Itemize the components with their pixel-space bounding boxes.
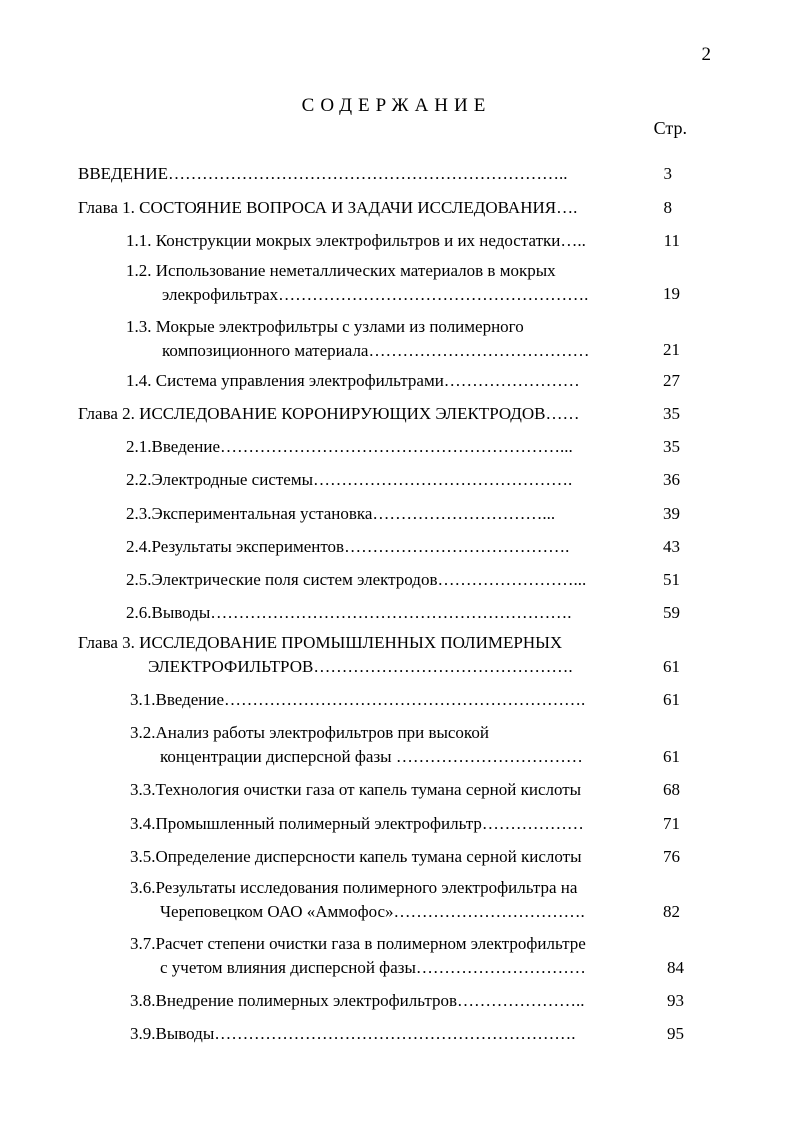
toc-entry-page: 71 <box>663 814 680 833</box>
toc-entry-text: 3.4.Промышленный полимерный электрофильтр……………… <box>130 814 584 833</box>
toc-entry-text: Глава 2. ИССЛЕДОВАНИЕ КОРОНИРУЮЩИХ ЭЛЕКТРОДОВ…… <box>78 404 580 423</box>
toc-entry-text: 3.8.Внедрение полимерных электрофильтров………………….. <box>130 991 585 1010</box>
toc-entry-page: 43 <box>663 537 680 556</box>
page-number: 2 <box>701 44 711 65</box>
toc-entry[interactable] <box>130 812 584 836</box>
toc-entry-page: 27 <box>663 371 680 390</box>
toc-entry-text: 2.6.Выводы………………………………………………………. <box>126 603 572 622</box>
toc-entry[interactable] <box>130 989 585 1013</box>
toc-entry-page: 8 <box>663 198 672 217</box>
toc-entry-text: 3.7.Расчет степени очистки газа в полимерном электрофильтре <box>130 934 586 953</box>
toc-entry-text-continued: композиционного материала………………………………… <box>162 341 590 360</box>
toc-entry[interactable] <box>78 402 580 426</box>
toc-entry[interactable] <box>130 876 585 924</box>
toc-entry-text: 1.2. Использование неметаллических материалов в мокрых <box>126 261 556 280</box>
toc-entry[interactable] <box>126 502 555 526</box>
toc-entry-text: 3.9.Выводы………………………………………………………. <box>130 1024 576 1043</box>
toc-entry-text: 3.1.Введение………………………………………………………. <box>130 690 586 709</box>
toc-entry-text: 1.4. Система управления электрофильтрами…………………… <box>126 371 580 390</box>
toc-entry[interactable] <box>130 845 582 869</box>
toc-entry-text: 1.3. Мокрые электрофильтры с узлами из полимерного <box>126 317 524 336</box>
toc-entry-page: 68 <box>663 780 680 799</box>
toc-entry-page: 61 <box>663 657 680 676</box>
toc-entry-page: 59 <box>663 603 680 622</box>
toc-entry-text: 3.6.Результаты исследования полимерного электрофильтра на <box>130 878 578 897</box>
toc-entry-page: 39 <box>663 504 680 523</box>
toc-entry[interactable] <box>130 688 585 712</box>
toc-entry[interactable] <box>130 778 581 802</box>
toc-entry-page: 61 <box>663 690 680 709</box>
toc-entry[interactable] <box>126 568 586 592</box>
toc-entry-text: Глава 3. ИССЛЕДОВАНИЕ ПРОМЫШЛЕННЫХ ПОЛИМЕРНЫХ <box>78 633 563 652</box>
page-column-label: Стр. <box>653 118 687 138</box>
toc-entry-page: 51 <box>663 570 680 589</box>
toc-entry[interactable] <box>130 1022 576 1046</box>
toc-entry[interactable] <box>126 535 569 559</box>
toc-entry-text-continued: ЭЛЕКТРОФИЛЬТРОВ………………………………………. <box>148 657 573 676</box>
toc-entry-text-continued: концентрации дисперсной фазы …………………………… <box>160 747 583 766</box>
toc-entry[interactable] <box>126 259 588 307</box>
toc-entry-page: 11 <box>663 231 680 250</box>
toc-entry[interactable] <box>126 601 572 625</box>
toc-entry-text-continued: элекрофильтрах………………………………………………. <box>162 285 589 304</box>
toc-entry-text-continued: с учетом влияния дисперсной фазы………………………… <box>160 958 586 977</box>
toc-entry-page: 95 <box>667 1024 684 1043</box>
toc-entry-page: 82 <box>663 902 680 921</box>
toc-entry-page: 35 <box>663 404 680 423</box>
toc-entry-page: 76 <box>663 847 680 866</box>
toc-entry[interactable] <box>78 631 573 679</box>
toc-entry-page: 19 <box>663 284 680 303</box>
toc-entry[interactable] <box>126 468 572 492</box>
toc-entry[interactable] <box>126 315 589 363</box>
toc-entry-text: ВВЕДЕНИЕ…………………………………………………………….. <box>78 164 568 183</box>
toc-entry-text: 3.5.Определение дисперсности капель тумана серной кислоты <box>130 847 582 866</box>
toc-entry-page: 21 <box>663 340 680 359</box>
toc-entry-text: 2.3.Экспериментальная установка…………………………... <box>126 504 556 523</box>
toc-entry-text: 2.4.Результаты экспериментов…………………………………. <box>126 537 570 556</box>
toc-entry-text: 1.1. Конструкции мокрых электрофильтров и их недостатки….. <box>126 231 586 250</box>
toc-entry-text: 2.1.Введение……………………………………………………... <box>126 437 573 456</box>
toc-entry-text: 3.3.Технология очистки газа от капель тумана серной кислоты <box>130 780 582 799</box>
toc-entry[interactable] <box>126 229 586 253</box>
toc-entry-page: 93 <box>667 991 684 1010</box>
toc-entry[interactable] <box>126 435 573 459</box>
toc-entry-page: 35 <box>663 437 680 456</box>
toc-entry-page: 36 <box>663 470 680 489</box>
toc-entry[interactable] <box>78 162 567 186</box>
toc-entry-page: 84 <box>667 958 684 977</box>
toc-entry[interactable] <box>126 369 580 393</box>
toc-entry-text-continued: Череповецком ОАО «Аммофос»……………………………. <box>160 902 585 921</box>
toc-entry[interactable] <box>78 196 577 220</box>
page-title: СОДЕРЖАНИЕ <box>301 95 492 116</box>
toc-entry-text: Глава 1. СОСТОЯНИЕ ВОПРОСА И ЗАДАЧИ ИССЛЕДОВАНИЯ…. <box>78 198 578 217</box>
toc-entry-text: 2.5.Электрические поля систем электродов……………………... <box>126 570 587 589</box>
toc-entry[interactable] <box>130 721 583 769</box>
toc-entry-text: 3.2.Анализ работы электрофильтров при высокой <box>130 723 489 742</box>
toc-entry[interactable] <box>130 932 586 980</box>
toc-entry-page: 61 <box>663 747 680 766</box>
toc-entry-page: 3 <box>663 164 672 183</box>
toc-entry-text: 2.2.Электродные системы………………………………………. <box>126 470 573 489</box>
